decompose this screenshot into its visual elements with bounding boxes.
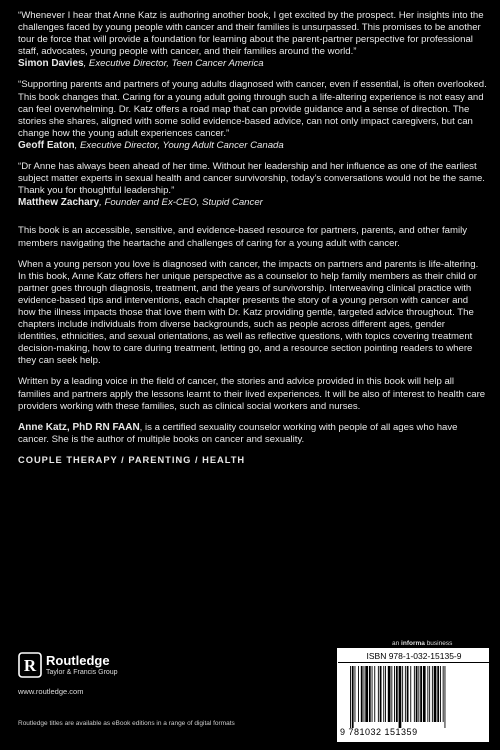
barcode-bar [372,666,373,722]
endorsement-quote [18,10,488,70]
barcode-bar [394,666,395,722]
barcode-bar [383,666,384,722]
publisher-group: Taylor & Francis Group [46,668,118,676]
barcode-bar [423,666,426,722]
back-cover-text [18,10,488,466]
endorser-role: , Founder and Ex-CEO, Stupid Cancer [99,197,263,209]
barcode-bar [364,666,365,722]
barcode-bar [365,666,368,722]
barcode-bar [410,666,411,722]
barcode-bar [378,666,379,722]
routledge-logo-icon [18,652,42,678]
publisher-website: www.routledge.com [18,687,84,696]
barcode-bar [420,666,422,722]
isbn-barcode [337,648,489,742]
subject-categories: COUPLE THERAPY / PARENTING / HEALTH [18,454,246,465]
barcode-bar [352,666,354,728]
barcode-bar [443,666,444,722]
author-bio [18,422,488,446]
quote-attribution [18,197,488,209]
barcode-bar [429,666,430,722]
author-bio-text: , is a certified sexuality counselor working with people of all ages who have cancer. She is the author of multiple books on cancer and sexuality. [18,421,458,445]
barcode-bar [418,666,419,722]
endorser-name: Geoff Eaton [18,139,75,151]
barcode-bar [391,666,392,722]
informa-tagline [392,640,452,647]
endorser-name: Simon Davies [18,58,84,70]
endorser-role: , Executive Director, Teen Cancer America [83,58,264,70]
barcode-bar [437,666,439,722]
isbn-divider [338,662,490,663]
barcode-bar [369,666,371,722]
author-name: Anne Katz, PhD RN FAAN [18,421,140,433]
barcode-bar [405,666,406,722]
publisher-name: Routledge [46,652,110,668]
barcode-bar [361,666,363,722]
barcode-bar [440,666,441,722]
barcode-bar [414,666,415,722]
endorsement-quote [18,161,488,209]
barcode-bar [396,666,398,722]
quote-text: “Supporting parents and partners of young adults diagnosed with cancer, even if essential, is often overlooked. This book changes that. Caring for a young adult going through such a life-altering experience is not easy and can feel overwhelming. Dr. Katz offers a road map that can provide guidance and a sense of direction. The stories she shares, aligned with some solid evidence-based advice, can not only impact caregivers, but can change how the young adult experiences cancer.” [18,79,487,139]
barcode-bar [358,666,359,722]
endorser-name: Matthew Zachary [18,197,100,209]
endorsement-quote [18,79,488,152]
barcode-bar [434,666,437,722]
barcode-bar [416,666,418,722]
barcode-bars [350,666,480,728]
publisher-logo [18,652,118,678]
quote-attribution [18,58,488,70]
barcode-bar [399,666,402,728]
quote-attribution [18,140,488,152]
publisher-name-block [46,654,118,677]
description-paragraph: This book is an accessible, sensitive, and evidence-based resource for partners, parents, and other family members navigating the heartache and challenges of caring for a young adult with cancer. [18,225,468,249]
barcode-bar [380,666,382,722]
informa-suffix: business [424,640,453,647]
informa-prefix: an [392,640,402,647]
informa-brand: informa [401,640,425,647]
barcode-bar [402,666,403,722]
description-paragraph: Written by a leading voice in the field of cancer, the stories and advice provided in this book will help all families and partners apply the lessons learnt to their lived experiences. It will be also of interest to health care providers working with these families, such as clinical social workers and nurses. [18,376,486,412]
barcode-bar [355,666,356,722]
barcode-bar [350,666,351,728]
ebook-note: Routledge titles are available as eBook editions in a range of digital formats [18,720,235,727]
barcode-bar [374,666,375,722]
barcode-bar [427,666,428,722]
description-paragraph: When a young person you love is diagnosed with cancer, the impacts on partners and parents is life-altering. In this book, Anne Katz offers her unique perspective as a counselor to help family members as their child or partner goes through diagnosis, treatment, and the years of survivorship. Interweaving clinical practice with evidence-based tips and interventions, each chapter presents the story of a young person with cancer and how the illness impacts those that love them with Dr. Katz providing gentle, targeted advice throughout. The chapters include individuals from diverse backgrounds, such as people across different ages, gender identities, ethnicities, and sexual orientations, as well as reflective questions, with topics covering treatment decision-making, how to care during treatment, letting go, and a resource section pointing readers to where they can seek help. [18,258,479,367]
barcode-bar [432,666,433,722]
barcode-bar [445,666,446,728]
barcode-bar [407,666,409,722]
quote-text: “Dr Anne has always been ahead of her time. Without her leadership and her influence as one of the earliest subject matter experts in sexual health and cancer survivorship, today’s conversations would not be the same. Thank you for thoughtful leadership.” [18,161,485,197]
barcode-bar [385,666,386,722]
barcode-digits: 9 781032 151359 [340,727,418,737]
quote-text: “Whenever I hear that Anne Katz is authoring another book, I get excited by the prospect. Her insights into the challenges faced by young people with cancer and their families is unsurpassed. This promises to be another tour de force that will provide a foundation for learning about the parent-partner perspective for professional staff, advocates, young people with cancer, and their families around the world.” [18,10,484,58]
isbn-label: ISBN 978-1-032-15135-9 [366,651,462,661]
logo-letter: R [23,656,37,675]
barcode-bar [388,666,391,722]
endorser-role: , Executive Director, Young Adult Cancer Canada [74,139,284,151]
